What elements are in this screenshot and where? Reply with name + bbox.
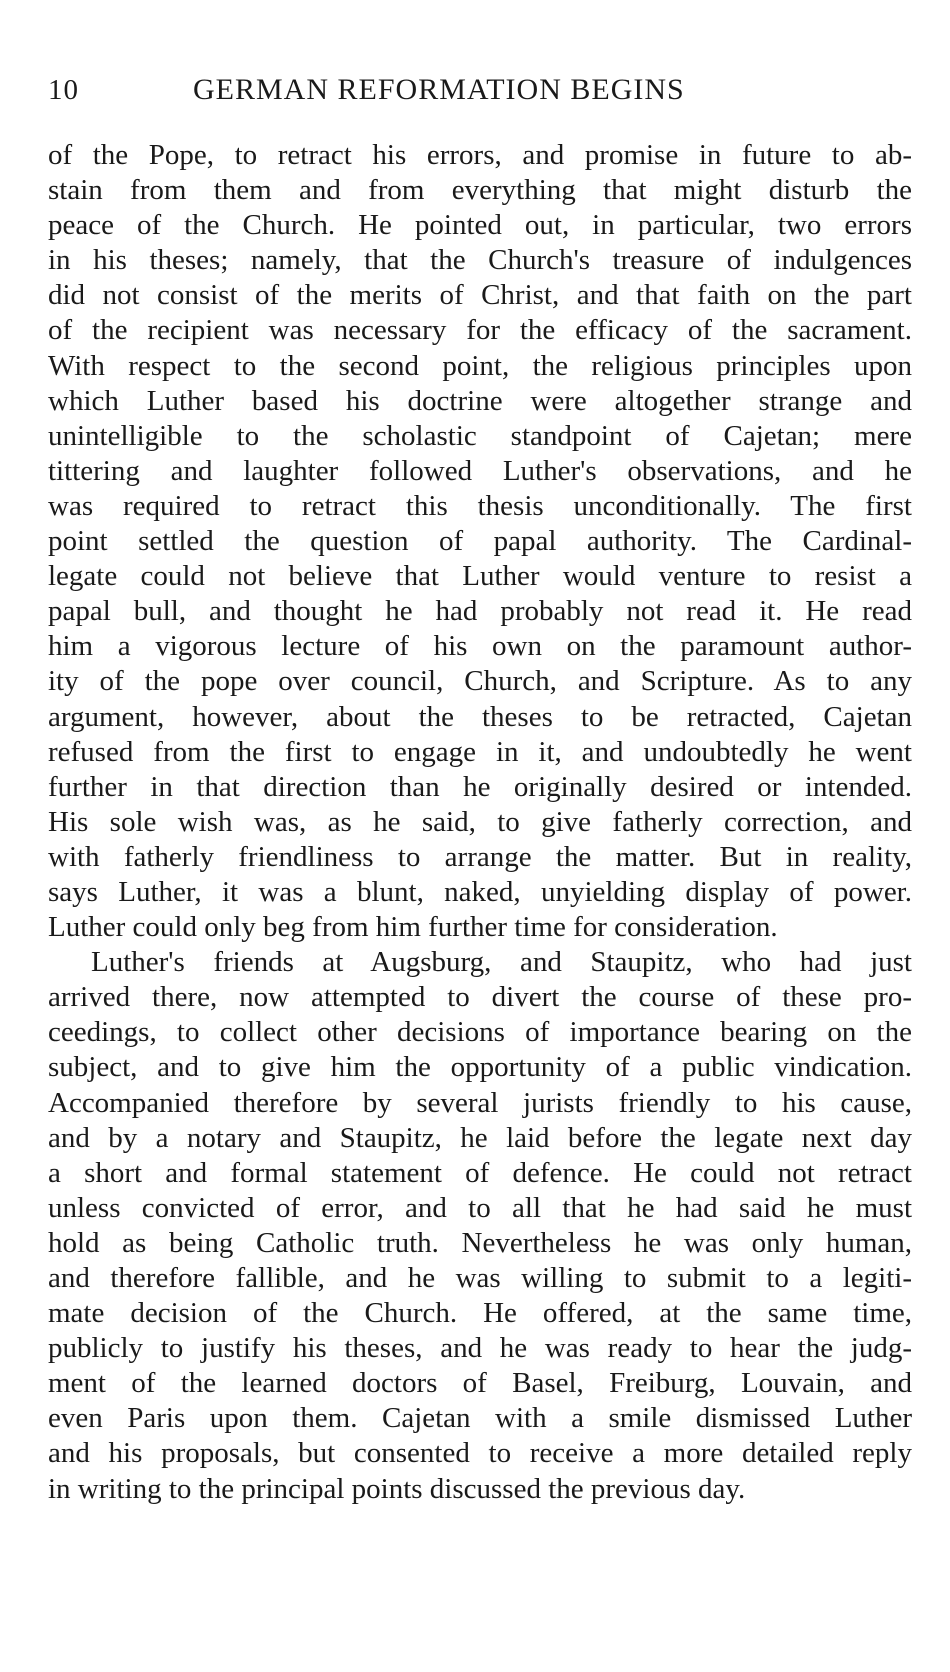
text-line: was required to retract this thesis unconditionally. The first <box>48 489 912 522</box>
text-line: a short and formal statement of defence. He could not retract <box>48 1156 912 1189</box>
text-line: subject, and to give him the opportunity of a public vindication. <box>48 1051 912 1084</box>
text-line: of the Pope, to retract his errors, and promise in future to ab- <box>48 139 912 171</box>
page-number: 10 <box>48 74 79 106</box>
running-title: GERMAN REFORMATION BEGINS <box>193 73 685 106</box>
text-line: of the recipient was necessary for the efficacy of the sacrament. <box>48 314 912 347</box>
paragraph-1 <box>48 138 912 945</box>
text-line: argument, however, about the theses to be retracted, Cajetan <box>48 700 912 733</box>
text-line: ceedings, to collect other decisions of importance bearing on the <box>48 1016 912 1049</box>
text-line: and his proposals, but consented to receive a more detailed reply <box>48 1437 912 1470</box>
text-line: further in that direction than he originally desired or intended. <box>48 770 912 803</box>
text-line: with fatherly friendliness to arrange the matter. But in reality, <box>48 840 912 873</box>
text-line: hold as being Catholic truth. Nevertheless he was only human, <box>48 1226 912 1259</box>
text-line: unintelligible to the scholastic standpoint of Cajetan; mere <box>48 419 912 452</box>
text-line: Luther's friends at Augsburg, and Staupitz, who had just <box>91 946 912 979</box>
text-line: Luther could only beg from him further time for consideration. <box>48 911 778 944</box>
paragraph-2 <box>48 945 912 1507</box>
text-line: did not consist of the merits of Christ, and that faith on the part <box>48 279 912 312</box>
text-line: Accompanied therefore by several jurists friendly to his cause, <box>48 1086 912 1119</box>
text-line: legate could not believe that Luther would venture to resist a <box>48 560 912 593</box>
text-line: His sole wish was, as he said, to give fatherly correction, and <box>48 805 912 838</box>
text-line: in writing to the principal points discussed the previous day. <box>48 1472 746 1505</box>
book-page <box>48 0 912 1672</box>
text-line: With respect to the second point, the religious principles upon <box>48 349 912 382</box>
text-line: him a vigorous lecture of his own on the paramount author- <box>48 630 912 663</box>
text-line: stain from them and from everything that might disturb the <box>48 174 912 207</box>
running-head <box>48 70 912 110</box>
text-line: arrived there, now attempted to divert the course of these pro- <box>48 981 912 1014</box>
text-line: publicly to justify his theses, and he was ready to hear the judg- <box>48 1332 912 1365</box>
text-line: peace of the Church. He pointed out, in particular, two errors <box>48 209 912 242</box>
text-line: in his theses; namely, that the Church's treasure of indulgences <box>48 244 912 277</box>
text-line: mate decision of the Church. He offered, at the same time, <box>48 1297 912 1330</box>
text-line: which Luther based his doctrine were altogether strange and <box>48 384 912 417</box>
text-line: tittering and laughter followed Luther's observations, and he <box>48 454 912 487</box>
text-line: and by a notary and Staupitz, he laid before the legate next day <box>48 1121 912 1154</box>
text-line: refused from the first to engage in it, and undoubtedly he went <box>48 735 912 768</box>
body-text <box>48 138 912 1507</box>
text-line: says Luther, it was a blunt, naked, unyielding display of power. <box>48 875 912 908</box>
text-line: point settled the question of papal authority. The Cardinal- <box>48 525 912 558</box>
text-line: papal bull, and thought he had probably not read it. He read <box>48 595 912 628</box>
text-line: ity of the pope over council, Church, and Scripture. As to any <box>48 665 912 698</box>
text-line: unless convicted of error, and to all that he had said he must <box>48 1191 912 1224</box>
text-line: even Paris upon them. Cajetan with a smile dismissed Luther <box>48 1402 912 1435</box>
text-line: and therefore fallible, and he was willing to submit to a legiti- <box>48 1262 912 1294</box>
text-line: ment of the learned doctors of Basel, Freiburg, Louvain, and <box>48 1367 912 1400</box>
